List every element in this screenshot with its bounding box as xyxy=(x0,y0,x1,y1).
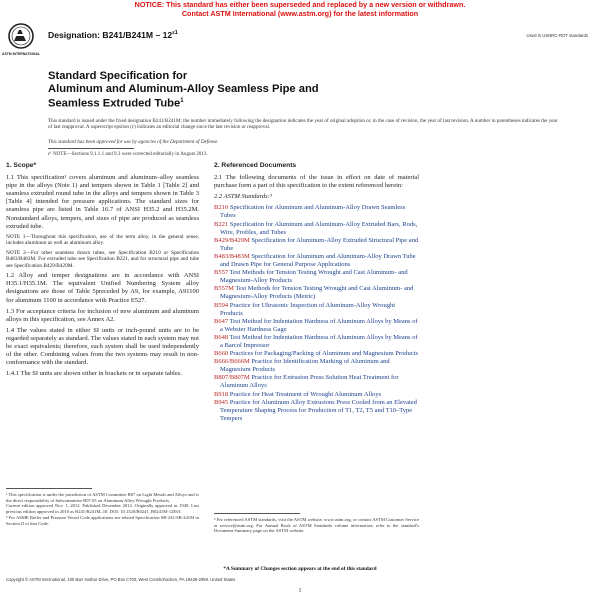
scope-1-3: 1.3 For acceptance criteria for inclusion of new aluminum and aluminum alloys in this specification, see Annex A2. xyxy=(6,307,199,323)
astm-logo xyxy=(2,22,40,66)
scope-1-1: 1.1 This specification¹ covers aluminum and aluminum–alloy seamless pipe in the alloys (Note 1) and tempers shown in Table 1 [Table 2] and seamless extruded round tube in the alloys and tempers shown in Table 3 [Table 4] intended for pressure applications. The standard sizes for seamless pipe are listed in Table 16.7 of ANSI H35.2 and H35.2M. Nonstandard alloys, tempers, and sizes of pipe are produced as seamless extruded tube. xyxy=(6,174,199,230)
reference-code-link[interactable]: B483/B483M xyxy=(214,252,250,260)
title-line-2: Aluminum and Aluminum-Alloy Seamless Pipe and xyxy=(48,82,319,95)
reference-title: Practice for Identification Marking of Aluminum and Magnesium Products xyxy=(220,358,390,374)
reference-item[interactable] xyxy=(214,374,419,390)
designation-text: Designation: B241/B241M – 12 xyxy=(48,30,173,40)
reference-item[interactable] xyxy=(214,237,419,253)
reference-title: Specification for Aluminum and Aluminum-Alloy Drawn Tube and Drawn Pipe for General Purpose Applications xyxy=(220,252,416,269)
intro-rule xyxy=(48,148,134,149)
reference-title: Practice for Aluminum Alloy Extrusions Press Cooled from an Elevated Temperature Shaping Process for Production of T1, T2, T5 and T10–Type Tempers xyxy=(220,398,417,422)
summary-of-changes-note: *A Summary of Changes section appears at the end of this standard xyxy=(223,566,377,572)
title-line-3-text: Seamless Extruded Tube xyxy=(48,97,181,110)
reference-code-link[interactable]: B221 xyxy=(214,220,229,228)
reference-title: Practice for Extrusion Press Solution Heat Treatment for Aluminum Alloys xyxy=(220,374,399,390)
reference-item[interactable] xyxy=(214,391,419,399)
reference-item[interactable] xyxy=(214,350,419,358)
reference-title: Specification for Aluminum-Alloy Extruded Structural Pipe and Tube xyxy=(220,236,419,252)
scope-1-4: 1.4 The values stated in either SI units or inch-pound units are to be regarded separately as standard. The values stated in each system may not be exact equivalents; therefore, each system shall be used independently of the other. Combining values from the two systems may result in non-conformance with the standard. xyxy=(6,326,199,367)
reference-item[interactable] xyxy=(214,204,419,220)
reference-code-link[interactable]: B429/B429M xyxy=(214,236,250,244)
title-footnote-mark: 1 xyxy=(180,98,184,104)
logo-text: ASTM INTERNATIONAL xyxy=(2,52,40,56)
left-column xyxy=(6,162,199,381)
designation-epsilon: ε1 xyxy=(172,30,178,37)
reference-title: Practice for Heat Treatment of Wrought Aluminum Alloys xyxy=(229,390,382,398)
reference-code-link[interactable]: B648 xyxy=(214,333,229,341)
reference-title: Test Methods for Tension Testing Wrought and Cast Aluminum- and Magnesium-Alloy Products (Metric) xyxy=(220,285,414,301)
scope-1-2: 1.2 Alloy and temper designations are in accordance with ANSI H35.1/H35.1M. The equivalent Unified Numbering System alloy designations are those of Table 5preceded by A9, for example, A91100 for aluminum 1100 in accordance with Practice E527. xyxy=(6,272,199,304)
note-2: NOTE 2—For other seamless drawn tubes, see Specification B210 or Specification B483/B483M. For extruded tube see Specification B221, and for structural pipe and tube see Specification B429/B429M. xyxy=(6,249,199,269)
used-in-label: Used in USNRC-ROT standards xyxy=(526,33,588,38)
footnote-1: ¹ This specification is under the jurisdiction of ASTM Committee B07 on Light Metals and Alloys and is the direct responsibility of Subcommittee B07.03 on Aluminum Alloy Wrought Products. xyxy=(6,492,199,503)
supersede-notice xyxy=(0,0,600,18)
footnote-current-edition: Current edition approved Nov. 1, 2012. Published December 2012. Originally approved in 1949. Last previous edition approved in 2010 as B241/B241M–10. DOI: 10.1520/B0241_B0241M-12E01. xyxy=(6,503,199,515)
reference-item[interactable] xyxy=(214,221,419,237)
reference-title: Specification for Aluminum and Aluminum-Alloy Drawn Seamless Tubes xyxy=(220,204,406,220)
reference-item[interactable] xyxy=(214,253,419,269)
reference-list xyxy=(214,204,419,423)
title-line-3 xyxy=(48,95,388,110)
reference-title: Test Methods for Tension Testing Wrought and Cast Aluminum- and Magnesium-Alloy Products xyxy=(220,269,408,285)
scope-heading: 1. Scope* xyxy=(6,162,37,169)
reference-title: Practice for Ultrasonic Inspection of Aluminum-Alloy Wrought Products xyxy=(220,301,396,317)
reference-code-link[interactable]: B945 xyxy=(214,398,229,406)
defense-approval: This standard has been approved for use by agencies of the Department of Defense. xyxy=(48,139,219,145)
reference-code-link[interactable]: B557M xyxy=(214,285,234,293)
reference-item[interactable] xyxy=(214,399,419,423)
reference-item[interactable] xyxy=(214,358,419,374)
footnote-3: ³ For referenced ASTM standards, visit the ASTM website, www.astm.org, or contact ASTM Customer Service at service@astm.org. For Annual Book of ASTM Standards volume information, refer to the standard's Document Summary page on the ASTM website. xyxy=(214,517,419,534)
reference-item[interactable] xyxy=(214,318,419,334)
title-line-1: Standard Specification for xyxy=(48,70,188,82)
document-title xyxy=(48,70,388,110)
reference-code-link[interactable]: B666/B666M xyxy=(214,358,250,366)
reference-item[interactable] xyxy=(214,269,419,285)
page-number: 1 xyxy=(298,588,302,594)
reference-code-link[interactable]: B918 xyxy=(214,390,229,398)
notice-line-1: NOTICE: This standard has either been superseded and replaced by a new version or withdrawn. xyxy=(134,0,466,9)
scope-1-4-1: 1.4.1 The SI units are shown either in brackets or in separate tables. xyxy=(6,370,182,378)
left-footnote-rule xyxy=(6,488,92,489)
notice-line-2: Contact ASTM International (www.astm.org) for the latest information xyxy=(181,9,419,18)
editorial-note: ε¹ NOTE—Sections 9.1.1.1 and 9.3 were corrected editorially in August 2013. xyxy=(48,151,208,157)
issuance-paragraph: This standard is issued under the fixed designation B241/B241M; the number immediately following the designation indicates the year of original adoption or, in the case of revision, the year of last revision. A number in parentheses indicates the year of last reapproval. A superscript epsilon (ε) indicates an editorial change since the last revision or reapproval. xyxy=(48,118,558,131)
designation xyxy=(48,30,178,40)
reference-item[interactable] xyxy=(214,285,419,301)
reference-code-link[interactable]: B210 xyxy=(214,204,229,212)
footnote-2: ² For ASME Boiler and Pressure Vessel Code applications see related Specification SB-241/SB-241M in Section II of that Code. xyxy=(6,514,199,526)
referenced-documents-heading: 2. Referenced Documents xyxy=(214,162,297,169)
reference-title: Test Method for Indentation Hardness of Aluminum Alloys by Means of a Webster Hardness Gage xyxy=(220,317,418,333)
reference-item[interactable] xyxy=(214,334,419,350)
reference-code-link[interactable]: B594 xyxy=(214,301,229,309)
reference-title: Specification for Aluminum and Aluminum-Alloy Extruded Bars, Rods, Wire, Profiles, and Tubes xyxy=(220,220,418,236)
reference-item[interactable] xyxy=(214,302,419,318)
reference-title: Test Method for Indentation Hardness of Aluminum Alloys by Means of a Barcol Impressor xyxy=(220,333,418,349)
ref-2-1: 2.1 The following documents of the issue in effect on date of material purchase form a part of this specification to the extent referenced herein: xyxy=(214,174,419,190)
right-column xyxy=(214,162,419,423)
left-footnotes xyxy=(6,492,199,526)
note-1: NOTE 1—Throughout this specification, use of the term alloy, in the general sense, includes aluminum as well as aluminum alloy. xyxy=(6,233,199,247)
reference-code-link[interactable]: B647 xyxy=(214,317,229,325)
copyright-footer: Copyright © ASTM International, 100 Barr Harbor Drive, PO Box C700, West Conshohocken, PA 19428-2959. United States xyxy=(6,577,236,582)
reference-title: Practices for Packaging/Packing of Aluminum and Magnesium Products xyxy=(229,350,419,358)
reference-code-link[interactable]: B660 xyxy=(214,350,229,358)
astm-standards-subheading: 2.2 ASTM Standards:³ xyxy=(214,193,272,201)
reference-code-link[interactable]: B807/B807M xyxy=(214,374,250,382)
reference-code-link[interactable]: B557 xyxy=(214,269,229,277)
right-footnote-rule xyxy=(214,513,300,514)
